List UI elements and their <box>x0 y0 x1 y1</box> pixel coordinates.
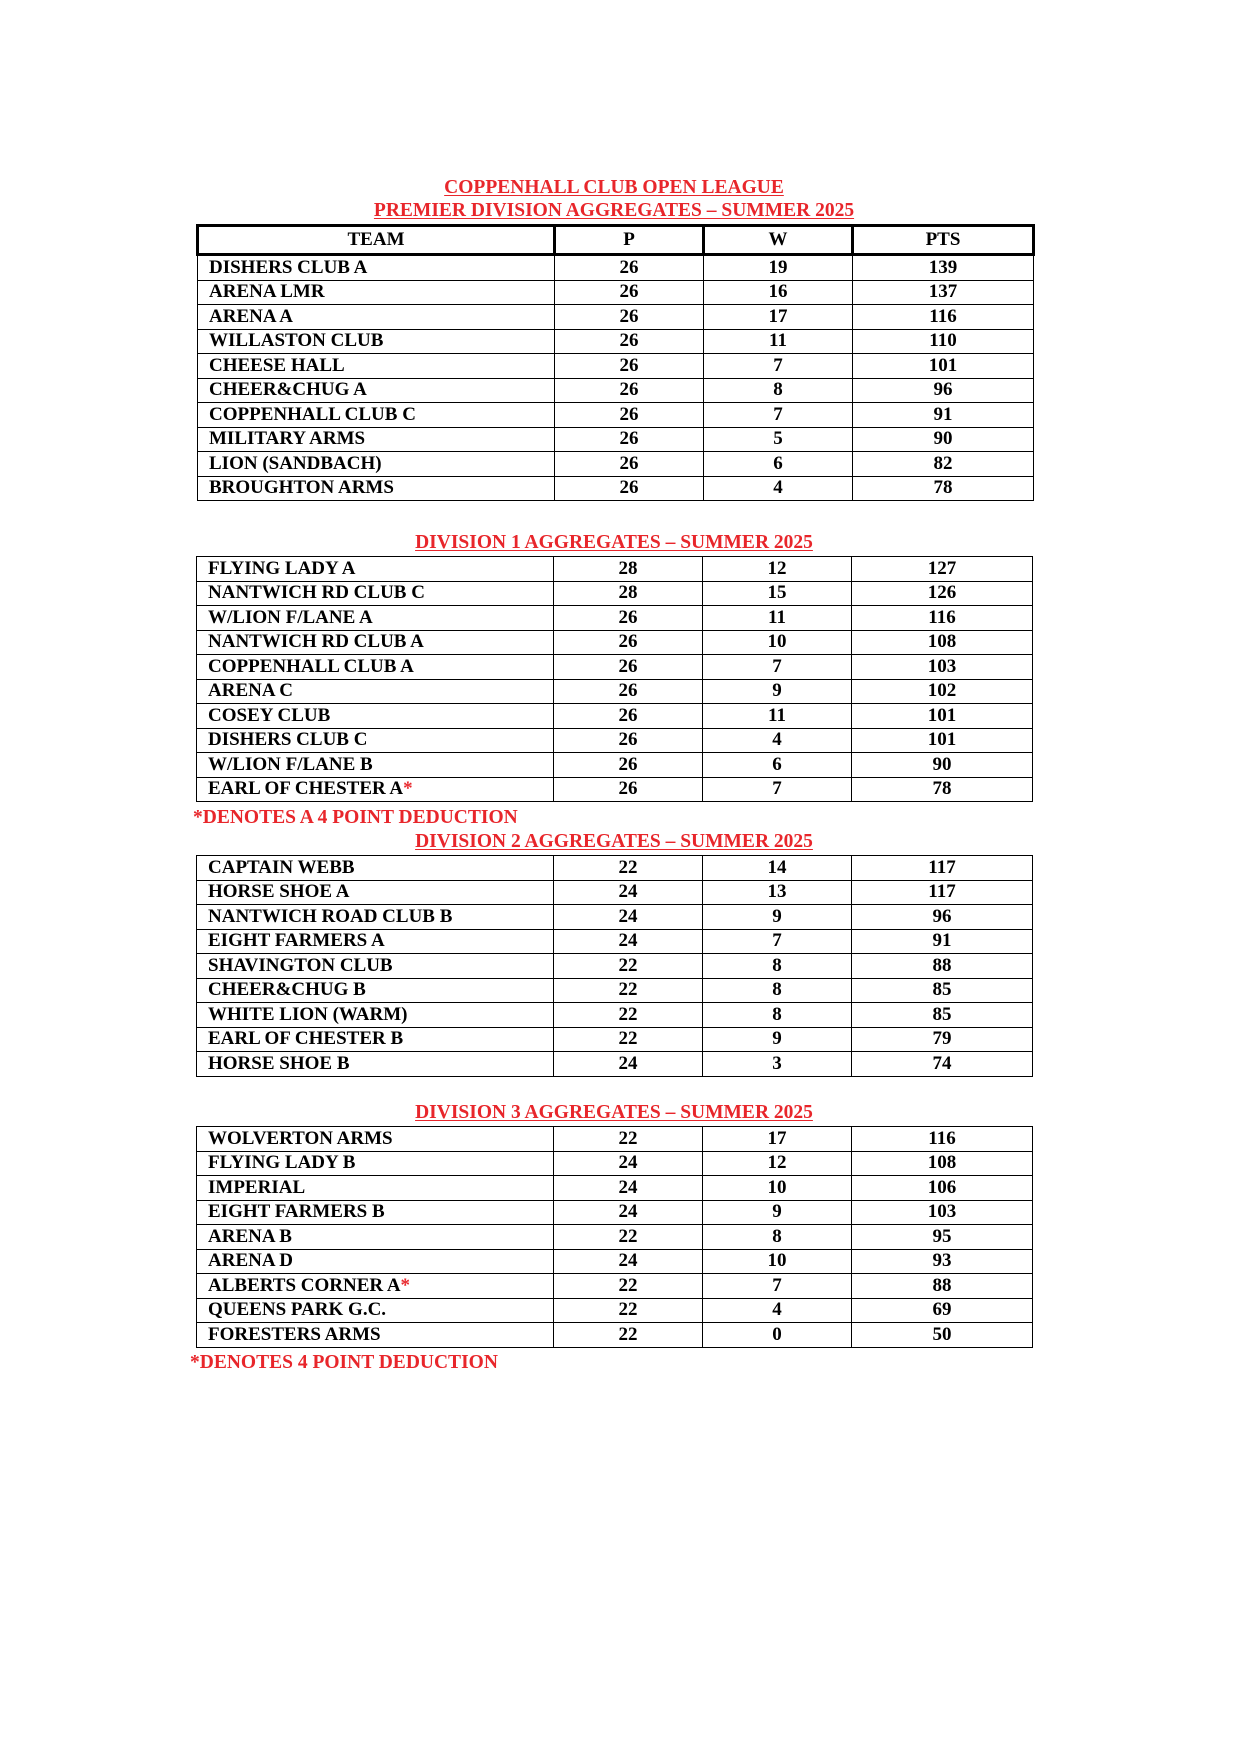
w-cell: 10 <box>703 630 852 655</box>
division-3-table <box>196 1126 1033 1348</box>
p-cell: 22 <box>554 1225 703 1250</box>
team-name: FORESTERS ARMS <box>208 1323 381 1345</box>
team-name: MILITARY ARMS <box>209 428 366 450</box>
table-row <box>197 606 1033 631</box>
team-name: W/LION F/LANE B <box>208 753 373 775</box>
w-cell: 12 <box>703 557 852 582</box>
w-cell: 9 <box>703 905 852 930</box>
p-cell: 24 <box>554 929 703 954</box>
pts-cell: 101 <box>852 704 1033 729</box>
w-cell: 8 <box>703 978 852 1003</box>
team-cell <box>198 427 555 452</box>
team-cell <box>198 329 555 354</box>
pts-cell: 117 <box>852 856 1033 881</box>
league-title: COPPENHALL CLUB OPEN LEAGUE <box>444 177 784 198</box>
pts-cell: 137 <box>853 280 1034 305</box>
team-name: LION (SANDBACH) <box>209 452 382 474</box>
team-name: W/LION F/LANE A <box>208 606 373 628</box>
table-row <box>198 280 1034 305</box>
table-row <box>197 1127 1033 1152</box>
division-1-deduction-note: *DENOTES A 4 POINT DEDUCTION <box>193 807 518 828</box>
pts-cell: 91 <box>853 403 1034 428</box>
p-cell: 26 <box>555 255 704 281</box>
team-cell <box>197 929 554 954</box>
team-name: ARENA B <box>208 1225 292 1247</box>
p-cell: 26 <box>554 606 703 631</box>
team-name: WOLVERTON ARMS <box>208 1127 393 1149</box>
p-cell: 24 <box>554 905 703 930</box>
team-name: ALBERTS CORNER A <box>208 1274 401 1296</box>
pts-cell: 126 <box>852 581 1033 606</box>
w-cell: 9 <box>703 1200 852 1225</box>
team-name: DISHERS CLUB C <box>208 729 368 751</box>
pts-cell: 50 <box>852 1323 1033 1348</box>
team-cell <box>197 856 554 881</box>
table-row <box>197 1176 1033 1201</box>
p-cell: 26 <box>554 655 703 680</box>
team-cell <box>198 476 555 501</box>
w-cell: 7 <box>703 655 852 680</box>
p-cell: 28 <box>554 557 703 582</box>
pts-cell: 79 <box>852 1027 1033 1052</box>
team-name: ARENA D <box>208 1250 293 1272</box>
team-cell <box>197 753 554 778</box>
p-cell: 26 <box>555 378 704 403</box>
pts-cell: 96 <box>852 905 1033 930</box>
table-row <box>198 354 1034 379</box>
p-cell: 24 <box>554 1151 703 1176</box>
pts-cell: 82 <box>853 452 1034 477</box>
table-row <box>197 704 1033 729</box>
table-row <box>198 403 1034 428</box>
division-2-heading: DIVISION 2 AGGREGATES – SUMMER 2025 <box>415 831 813 852</box>
division-3-heading: DIVISION 3 AGGREGATES – SUMMER 2025 <box>415 1102 813 1123</box>
team-name: NANTWICH ROAD CLUB B <box>208 905 453 927</box>
team-cell <box>197 1151 554 1176</box>
p-cell: 24 <box>554 1249 703 1274</box>
team-name: CAPTAIN WEBB <box>208 856 355 878</box>
team-cell <box>197 679 554 704</box>
table-row <box>197 929 1033 954</box>
team-cell <box>197 606 554 631</box>
w-cell: 3 <box>703 1052 852 1077</box>
pts-cell: 90 <box>853 427 1034 452</box>
p-cell: 22 <box>554 1127 703 1152</box>
team-cell <box>198 452 555 477</box>
table-row <box>197 1225 1033 1250</box>
team-name: CHEER&CHUG B <box>208 979 366 1001</box>
table-row <box>197 880 1033 905</box>
p-cell: 26 <box>554 704 703 729</box>
team-cell <box>197 954 554 979</box>
team-name: NANTWICH RD CLUB C <box>208 582 425 604</box>
table-row <box>197 978 1033 1003</box>
pts-cell: 108 <box>852 1151 1033 1176</box>
team-name: WILLASTON CLUB <box>209 330 384 352</box>
pts-cell: 116 <box>852 1127 1033 1152</box>
team-name: SHAVINGTON CLUB <box>208 954 393 976</box>
table-row <box>197 1052 1033 1077</box>
team-name: ARENA C <box>208 680 293 702</box>
table-row <box>197 630 1033 655</box>
p-cell: 28 <box>554 581 703 606</box>
table-row <box>197 1003 1033 1028</box>
team-cell <box>197 1274 554 1299</box>
w-cell: 7 <box>703 1274 852 1299</box>
table-row <box>197 1298 1033 1323</box>
w-cell: 10 <box>703 1176 852 1201</box>
team-cell <box>197 630 554 655</box>
p-cell: 26 <box>555 427 704 452</box>
w-cell: 0 <box>703 1323 852 1348</box>
w-cell: 7 <box>704 403 853 428</box>
w-cell: 6 <box>704 452 853 477</box>
pts-cell: 74 <box>852 1052 1033 1077</box>
w-cell: 14 <box>703 856 852 881</box>
team-name: EARL OF CHESTER A <box>208 778 404 800</box>
table-row <box>197 581 1033 606</box>
table-row <box>197 557 1033 582</box>
p-cell: 26 <box>554 679 703 704</box>
w-cell: 8 <box>703 1225 852 1250</box>
w-cell: 6 <box>703 753 852 778</box>
w-cell: 7 <box>703 777 852 802</box>
table-row <box>197 655 1033 680</box>
p-cell: 24 <box>554 1052 703 1077</box>
pts-cell: 127 <box>852 557 1033 582</box>
pts-cell: 96 <box>853 378 1034 403</box>
w-cell: 7 <box>703 929 852 954</box>
team-name: HORSE SHOE B <box>208 1052 350 1074</box>
w-cell: 13 <box>703 880 852 905</box>
team-name: CHEER&CHUG A <box>209 379 367 401</box>
table-row <box>197 1151 1033 1176</box>
team-name: NANTWICH RD CLUB A <box>208 631 424 653</box>
pts-cell: 90 <box>852 753 1033 778</box>
team-cell <box>198 305 555 330</box>
w-cell: 8 <box>703 1003 852 1028</box>
team-cell <box>198 354 555 379</box>
pts-cell: 102 <box>852 679 1033 704</box>
w-cell: 17 <box>704 305 853 330</box>
pts-cell: 93 <box>852 1249 1033 1274</box>
column-header-pts: PTS <box>853 226 1034 255</box>
team-cell <box>197 655 554 680</box>
table-row <box>198 378 1034 403</box>
pts-cell: 78 <box>853 476 1034 501</box>
table-row <box>197 1274 1033 1299</box>
p-cell: 26 <box>555 305 704 330</box>
table-row <box>198 476 1034 501</box>
table-header-row <box>198 226 1034 255</box>
w-cell: 19 <box>704 255 853 281</box>
table-row <box>197 1200 1033 1225</box>
team-cell <box>197 1323 554 1348</box>
table-row <box>197 856 1033 881</box>
team-name: ARENA LMR <box>209 281 325 303</box>
team-cell <box>197 581 554 606</box>
table-row <box>197 777 1033 802</box>
pts-cell: 117 <box>852 880 1033 905</box>
table-row <box>197 1027 1033 1052</box>
table-row <box>197 1323 1033 1348</box>
pts-cell: 108 <box>852 630 1033 655</box>
team-name: HORSE SHOE A <box>208 881 350 903</box>
team-cell <box>198 280 555 305</box>
column-header-w: W <box>704 226 853 255</box>
team-cell <box>197 1027 554 1052</box>
deduction-marker: * <box>400 1274 411 1296</box>
w-cell: 4 <box>704 476 853 501</box>
pts-cell: 139 <box>853 255 1034 281</box>
p-cell: 26 <box>555 280 704 305</box>
pts-cell: 88 <box>852 1274 1033 1299</box>
pts-cell: 85 <box>852 1003 1033 1028</box>
p-cell: 22 <box>554 978 703 1003</box>
team-cell <box>198 378 555 403</box>
table-row <box>198 329 1034 354</box>
team-cell <box>197 704 554 729</box>
w-cell: 9 <box>703 679 852 704</box>
team-name: DISHERS CLUB A <box>209 256 368 278</box>
w-cell: 17 <box>703 1127 852 1152</box>
team-cell <box>197 1176 554 1201</box>
team-name: FLYING LADY A <box>208 557 356 579</box>
team-name: ARENA A <box>209 305 293 327</box>
team-name: EIGHT FARMERS B <box>208 1201 385 1223</box>
table-row <box>197 728 1033 753</box>
p-cell: 26 <box>554 777 703 802</box>
team-cell <box>197 1052 554 1077</box>
pts-cell: 69 <box>852 1298 1033 1323</box>
p-cell: 22 <box>554 1003 703 1028</box>
team-name: QUEENS PARK G.C. <box>208 1299 387 1321</box>
p-cell: 22 <box>554 856 703 881</box>
premier-division-heading: PREMIER DIVISION AGGREGATES – SUMMER 2025 <box>373 200 855 221</box>
pts-cell: 91 <box>852 929 1033 954</box>
division-1-heading: DIVISION 1 AGGREGATES – SUMMER 2025 <box>415 532 813 553</box>
p-cell: 22 <box>554 954 703 979</box>
table-row <box>197 905 1033 930</box>
w-cell: 11 <box>704 329 853 354</box>
column-header-team: TEAM <box>198 226 555 255</box>
p-cell: 26 <box>555 452 704 477</box>
team-cell <box>197 978 554 1003</box>
team-name: IMPERIAL <box>208 1176 306 1198</box>
p-cell: 22 <box>554 1274 703 1299</box>
p-cell: 26 <box>555 354 704 379</box>
w-cell: 4 <box>703 1298 852 1323</box>
table-row <box>198 305 1034 330</box>
team-cell <box>197 880 554 905</box>
team-cell <box>197 1249 554 1274</box>
premier-division-table <box>196 224 1035 501</box>
table-row <box>197 954 1033 979</box>
pts-cell: 106 <box>852 1176 1033 1201</box>
team-name: EARL OF CHESTER B <box>208 1028 404 1050</box>
team-cell <box>197 1127 554 1152</box>
p-cell: 26 <box>555 403 704 428</box>
p-cell: 24 <box>554 880 703 905</box>
column-header-p: P <box>555 226 704 255</box>
team-name: COSEY CLUB <box>208 704 331 726</box>
w-cell: 4 <box>703 728 852 753</box>
team-name: CHEESE HALL <box>209 354 345 376</box>
p-cell: 26 <box>554 728 703 753</box>
pts-cell: 101 <box>852 728 1033 753</box>
team-cell <box>197 557 554 582</box>
pts-cell: 101 <box>853 354 1034 379</box>
team-cell <box>198 403 555 428</box>
w-cell: 5 <box>704 427 853 452</box>
pts-cell: 103 <box>852 655 1033 680</box>
pts-cell: 103 <box>852 1200 1033 1225</box>
table-row <box>197 753 1033 778</box>
w-cell: 8 <box>704 378 853 403</box>
w-cell: 9 <box>703 1027 852 1052</box>
deduction-marker: * <box>403 778 413 800</box>
p-cell: 22 <box>554 1323 703 1348</box>
team-cell <box>197 1298 554 1323</box>
p-cell: 22 <box>554 1298 703 1323</box>
team-name: COPPENHALL CLUB C <box>209 403 416 425</box>
team-name: COPPENHALL CLUB A <box>208 655 414 677</box>
team-name: EIGHT FARMERS A <box>208 930 385 952</box>
team-cell <box>197 1225 554 1250</box>
table-row <box>198 255 1034 281</box>
pts-cell: 116 <box>853 305 1034 330</box>
division-1-table <box>196 556 1033 802</box>
team-cell <box>197 728 554 753</box>
pts-cell: 85 <box>852 978 1033 1003</box>
p-cell: 22 <box>554 1027 703 1052</box>
p-cell: 24 <box>554 1176 703 1201</box>
table-row <box>197 1249 1033 1274</box>
w-cell: 7 <box>704 354 853 379</box>
p-cell: 26 <box>555 329 704 354</box>
p-cell: 26 <box>555 476 704 501</box>
team-name: FLYING LADY B <box>208 1152 356 1174</box>
team-name: BROUGHTON ARMS <box>209 477 394 499</box>
w-cell: 12 <box>703 1151 852 1176</box>
team-name: WHITE LION (WARM) <box>208 1003 408 1025</box>
w-cell: 16 <box>704 280 853 305</box>
pts-cell: 110 <box>853 329 1034 354</box>
team-cell <box>197 1003 554 1028</box>
w-cell: 11 <box>703 704 852 729</box>
p-cell: 24 <box>554 1200 703 1225</box>
team-cell <box>198 255 555 281</box>
w-cell: 15 <box>703 581 852 606</box>
division-3-deduction-note: *DENOTES 4 POINT DEDUCTION <box>190 1352 498 1373</box>
w-cell: 8 <box>703 954 852 979</box>
w-cell: 11 <box>703 606 852 631</box>
p-cell: 26 <box>554 630 703 655</box>
team-cell <box>197 1200 554 1225</box>
division-2-table <box>196 855 1033 1077</box>
pts-cell: 78 <box>852 777 1033 802</box>
team-cell <box>197 777 554 802</box>
w-cell: 10 <box>703 1249 852 1274</box>
pts-cell: 116 <box>852 606 1033 631</box>
table-row <box>198 452 1034 477</box>
table-row <box>197 679 1033 704</box>
team-cell <box>197 905 554 930</box>
pts-cell: 95 <box>852 1225 1033 1250</box>
p-cell: 26 <box>554 753 703 778</box>
table-row <box>198 427 1034 452</box>
pts-cell: 88 <box>852 954 1033 979</box>
